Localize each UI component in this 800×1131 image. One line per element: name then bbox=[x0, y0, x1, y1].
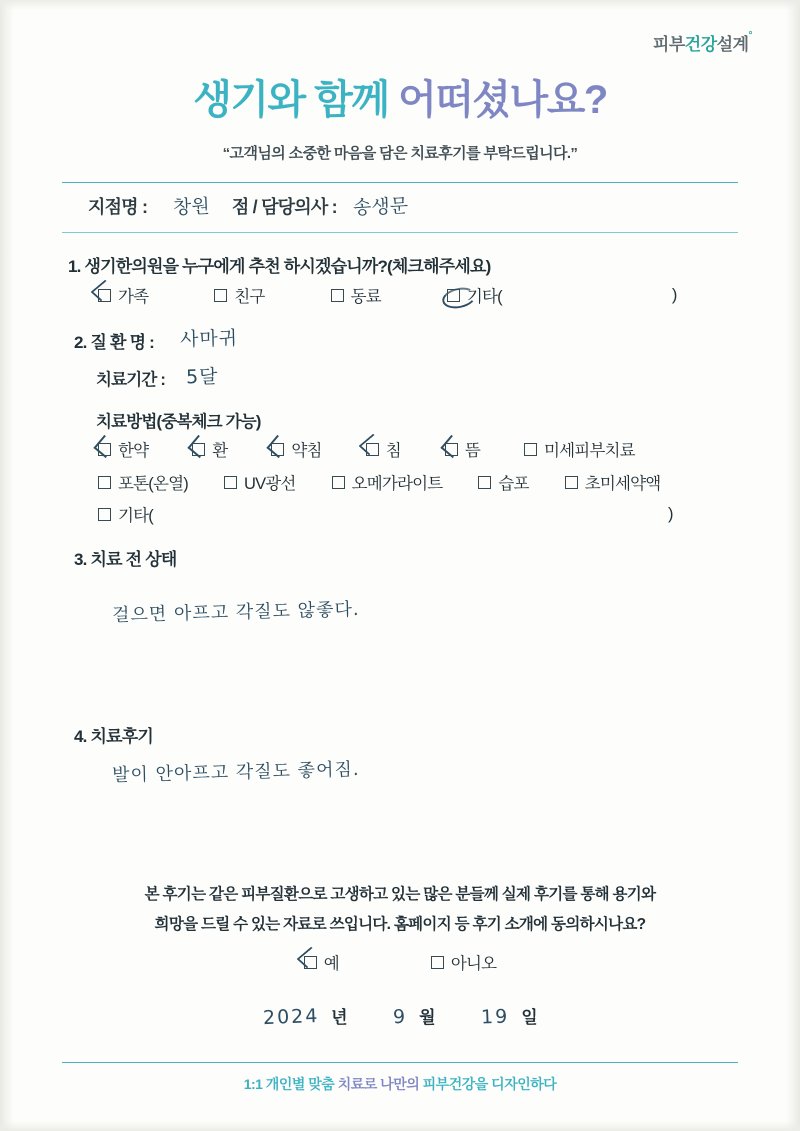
scan-edge-bottom bbox=[0, 1121, 800, 1131]
q2-method-microdose[interactable] bbox=[565, 470, 661, 494]
q1-option-colleague[interactable] bbox=[331, 283, 381, 307]
branch-mid-label: 점 / 담당의사 : bbox=[231, 197, 337, 217]
q2-disease-value[interactable]: 사마귀 bbox=[179, 327, 239, 351]
checkbox-icon[interactable] bbox=[98, 476, 111, 489]
q2-method-moxibustion[interactable] bbox=[445, 437, 480, 461]
checkbox-icon[interactable] bbox=[565, 476, 578, 489]
q2-method-microdose-label: 초미세약액 bbox=[584, 475, 661, 493]
divider-top bbox=[62, 182, 738, 183]
footer-slogan bbox=[0, 1074, 800, 1094]
date-month-label: 월 bbox=[419, 1008, 436, 1027]
brand-dot-icon: ° bbox=[748, 30, 752, 41]
q2-method-herbal-medicine[interactable] bbox=[98, 437, 148, 461]
q2-method-label: 치료방법(중복체크 가능) bbox=[96, 413, 261, 431]
date-year-label: 년 bbox=[331, 1008, 348, 1027]
q2-methods-row-1 bbox=[98, 437, 635, 461]
q2-method-other-close: ) bbox=[667, 504, 673, 523]
checkbox-icon[interactable] bbox=[98, 443, 111, 456]
checkbox-icon[interactable] bbox=[431, 956, 444, 969]
checkbox-icon[interactable] bbox=[192, 443, 205, 456]
page-subtitle: “고객님의 소중한 마음을 담은 치료후기를 부탁드립니다.” bbox=[222, 145, 578, 162]
question-4-title: 4. 치료후기 bbox=[74, 727, 153, 746]
q2-method-pill[interactable] bbox=[192, 437, 227, 461]
date-day-label: 일 bbox=[521, 1008, 538, 1027]
question-1-options bbox=[98, 283, 677, 307]
brand-logo bbox=[653, 30, 752, 55]
doctor-name[interactable]: 송생문 bbox=[352, 194, 409, 220]
q3-answer[interactable]: 걸으면 아프고 각질도 않좋다. bbox=[111, 598, 360, 627]
q2-method-photon-label: 포톤(온열) bbox=[118, 475, 188, 493]
q2-method-microskin-label: 미세피부치료 bbox=[543, 442, 635, 460]
q2-method-other-label: 기타( bbox=[118, 507, 153, 525]
q1-option-friend-label: 친구 bbox=[234, 288, 265, 306]
checkbox-icon[interactable] bbox=[366, 443, 379, 456]
q2-method-omega-light[interactable] bbox=[332, 470, 443, 494]
scan-edge-top bbox=[0, 0, 800, 10]
q1-option-other-label: 기타( bbox=[466, 288, 502, 306]
brand-part-2: 건강 bbox=[684, 35, 717, 54]
q2-method-pharmacopuncture-label: 약침 bbox=[291, 442, 322, 460]
checkbox-icon[interactable] bbox=[98, 289, 111, 302]
q2-methods-row-3 bbox=[98, 502, 673, 526]
checkbox-icon[interactable] bbox=[214, 289, 227, 302]
q2-method-microskin[interactable] bbox=[524, 437, 635, 461]
q2-method-pharmacopuncture[interactable] bbox=[271, 437, 321, 461]
q4-answer[interactable]: 발이 안아프고 각질도 좋어짐. bbox=[111, 758, 360, 787]
question-3-title: 3. 치료 전 상태 bbox=[74, 550, 177, 569]
brand-part-3: 설계 bbox=[716, 35, 749, 54]
checkbox-icon[interactable] bbox=[331, 289, 344, 302]
checkbox-icon[interactable] bbox=[332, 476, 345, 489]
q2-methods-row-2 bbox=[98, 470, 660, 494]
checkbox-icon[interactable] bbox=[224, 476, 237, 489]
date-month-value[interactable]: 9 bbox=[392, 1005, 408, 1029]
date-year-value[interactable]: 2024 bbox=[262, 1004, 320, 1030]
q2-method-acupuncture-label: 침 bbox=[385, 442, 401, 460]
q1-option-family[interactable] bbox=[98, 283, 148, 307]
brand-part-1: 피부 bbox=[652, 35, 685, 54]
consent-option-no[interactable] bbox=[431, 950, 496, 974]
q2-method-compress-label: 습포 bbox=[498, 475, 529, 493]
consent-options bbox=[0, 950, 800, 974]
q2-method-compress[interactable] bbox=[478, 470, 528, 494]
q2-method-pill-label: 환 bbox=[212, 442, 228, 460]
q2-method-moxibustion-label: 뜸 bbox=[464, 442, 480, 460]
footer-part-1: 1:1 개인별 맞춤 bbox=[243, 1076, 338, 1092]
q2-method-other[interactable] bbox=[98, 502, 673, 526]
checkbox-icon[interactable] bbox=[445, 443, 458, 456]
checkbox-icon[interactable] bbox=[98, 508, 111, 521]
consent-line-2: 희망을 드릴 수 있는 자료로 쓰입니다. 홈페이지 등 후기 소개에 동의하시나요? bbox=[154, 916, 646, 934]
checkbox-icon[interactable] bbox=[304, 956, 317, 969]
page-title-part-1: 생기와 함께 bbox=[193, 78, 399, 122]
question-1-title: 1. 생기한의원을 누구에게 추천 하시겠습니까?(체크해주세요) bbox=[68, 257, 491, 276]
q1-option-family-label: 가족 bbox=[118, 288, 149, 306]
q2-method-omega-light-label: 오메가라이트 bbox=[351, 475, 443, 493]
q2-period-label: 치료기간 : bbox=[96, 371, 166, 389]
consent-text bbox=[95, 880, 705, 940]
divider-footer bbox=[62, 1062, 738, 1063]
branch-value[interactable]: 창원 bbox=[172, 195, 211, 219]
consent-line-1: 본 후기는 같은 피부질환으로 고생하고 있는 많은 분들께 실제 후기를 통해 용기와 bbox=[144, 886, 656, 903]
q2-method-photon[interactable] bbox=[98, 470, 188, 494]
page-title bbox=[0, 78, 800, 122]
q2-method-uv-label: UV광선 bbox=[243, 475, 296, 493]
checkbox-icon[interactable] bbox=[271, 443, 284, 456]
page-title-part-2: 어떠셨나요? bbox=[398, 78, 607, 122]
date-day-value[interactable]: 19 bbox=[480, 1005, 510, 1029]
branch-row bbox=[88, 192, 408, 219]
divider-branch-bottom bbox=[62, 232, 738, 233]
checkbox-icon[interactable] bbox=[447, 289, 460, 302]
checkbox-icon[interactable] bbox=[478, 476, 491, 489]
consent-option-no-label: 아니오 bbox=[450, 955, 497, 973]
date-row bbox=[0, 1003, 800, 1028]
q2-method-herbal-medicine-label: 한약 bbox=[118, 442, 149, 460]
q1-option-other-close: ) bbox=[671, 285, 677, 304]
q2-method-uv[interactable] bbox=[224, 470, 296, 494]
q2-period-value[interactable]: 5달 bbox=[185, 365, 219, 389]
q2-method-acupuncture[interactable] bbox=[366, 437, 401, 461]
q1-option-colleague-label: 동료 bbox=[350, 288, 381, 306]
q1-option-friend[interactable] bbox=[214, 283, 264, 307]
consent-option-yes-label: 예 bbox=[323, 955, 339, 973]
branch-label: 지점명 : bbox=[88, 197, 148, 217]
question-2-title: 2. 질 환 명 : bbox=[74, 333, 154, 352]
q1-option-other[interactable] bbox=[447, 283, 677, 307]
consent-option-yes[interactable] bbox=[304, 950, 339, 974]
footer-part-2: 치료로 나만의 bbox=[337, 1076, 423, 1092]
checkbox-icon[interactable] bbox=[524, 443, 537, 456]
footer-part-3: 피부건강을 디자인하다 bbox=[422, 1076, 557, 1092]
